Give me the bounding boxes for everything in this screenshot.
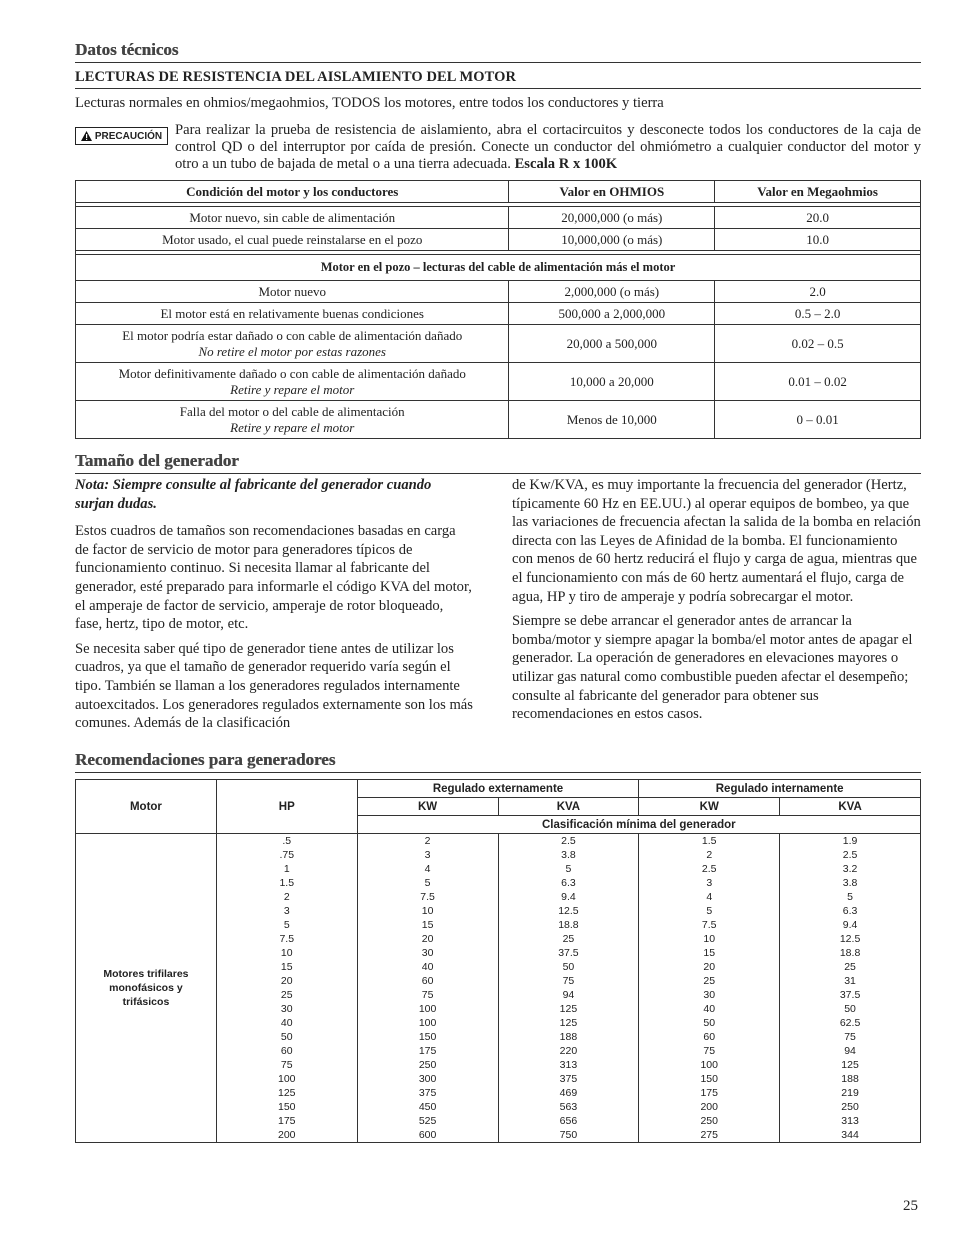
table-cell: 375 xyxy=(498,1072,639,1086)
table-cell: 50 xyxy=(498,960,639,974)
table-cell: 30 xyxy=(216,1002,357,1016)
table-cell: 1.5 xyxy=(216,876,357,890)
table-cell: 100 xyxy=(216,1072,357,1086)
table-cell: 10 xyxy=(639,932,780,946)
caution-badge xyxy=(75,127,168,145)
table-cell: 10 xyxy=(357,904,498,918)
header-kva: KVA xyxy=(780,798,921,816)
table-cell: 10,000 a 20,000 xyxy=(509,363,715,401)
well-section-header: Motor en el pozo – lecturas del cable de alimentación más el motor xyxy=(76,255,921,281)
table-cell: 20,000,000 (o más) xyxy=(509,207,715,229)
table-cell: 5 xyxy=(357,876,498,890)
table-cell: 2.0 xyxy=(715,281,921,303)
table-cell: 3.8 xyxy=(780,876,921,890)
table-cell: 175 xyxy=(216,1114,357,1128)
table-cell: Motor nuevo, sin cable de alimentación xyxy=(76,207,509,229)
table-cell: 125 xyxy=(780,1058,921,1072)
table-cell: 94 xyxy=(780,1044,921,1058)
insulation-heading: LECTURAS DE RESISTENCIA DEL AISLAMIENTO DEL MOTOR xyxy=(75,69,921,89)
table-cell: 175 xyxy=(639,1086,780,1100)
table-cell: 20,000 a 500,000 xyxy=(509,325,715,363)
table-cell: 313 xyxy=(780,1114,921,1128)
condition-text: Falla del motor o del cable de alimentación xyxy=(179,404,405,419)
table-cell: 0.02 – 0.5 xyxy=(715,325,921,363)
table-cell: 37.5 xyxy=(780,988,921,1002)
table-cell: .5 xyxy=(216,834,357,849)
header-external: Regulado externamente xyxy=(357,780,639,798)
table-cell: 60 xyxy=(639,1030,780,1044)
table-cell: 50 xyxy=(639,1016,780,1030)
insulation-table xyxy=(75,180,921,439)
insulation-intro: Lecturas normales en ohmios/megaohmios, TODOS los motores, entre todos los conductores y tierra xyxy=(75,95,664,111)
table-cell: Motor nuevo xyxy=(76,281,509,303)
table-cell: 300 xyxy=(357,1072,498,1086)
table-cell: 563 xyxy=(498,1100,639,1114)
motor-type-line: trifásicos xyxy=(122,996,170,1008)
table-cell: 100 xyxy=(639,1058,780,1072)
caution-text xyxy=(175,122,921,173)
table-cell: 188 xyxy=(498,1030,639,1044)
table-row xyxy=(76,363,921,401)
table-cell: .75 xyxy=(216,848,357,862)
table-cell: 20 xyxy=(639,960,780,974)
section-title-datos-tecnicos: Datos técnicos xyxy=(75,40,921,63)
table-cell: 5 xyxy=(639,904,780,918)
table-cell: 31 xyxy=(780,974,921,988)
table-cell: 375 xyxy=(357,1086,498,1100)
table-cell: 2,000,000 (o más) xyxy=(509,281,715,303)
table-cell: 40 xyxy=(357,960,498,974)
table-cell xyxy=(76,325,509,363)
generator-paragraph-4: Siempre se debe arrancar el generador antes de arrancar la bomba/motor y siempre apagar la bomba/el motor antes de apagar el generador. La operación de generadores en elevaciones mayores o utilizar gas natural como combustible pueden afectar el desempeño; consulte al fabricante del generador para obtener sus recomendaciones en estos casos. xyxy=(512,613,913,723)
table-cell: 250 xyxy=(639,1114,780,1128)
condition-text: El motor podría estar dañado o con cable de alimentación dañado xyxy=(122,328,463,343)
table-cell: 75 xyxy=(357,988,498,1002)
table-cell: 15 xyxy=(357,918,498,932)
table-cell xyxy=(76,401,509,439)
table-row xyxy=(76,834,921,849)
table-cell: 450 xyxy=(357,1100,498,1114)
header-min-rating: Clasificación mínima del generador xyxy=(357,816,920,834)
table-cell: 125 xyxy=(498,1002,639,1016)
table-cell: 5 xyxy=(780,890,921,904)
table-cell: 100 xyxy=(357,1002,498,1016)
table-cell: 75 xyxy=(780,1030,921,1044)
table-cell: 2.5 xyxy=(498,834,639,849)
table-cell: 344 xyxy=(780,1128,921,1143)
generator-note: Nota: Siempre consulte al fabricante del generador cuando surjan dudas. xyxy=(75,477,432,512)
warning-icon xyxy=(81,131,92,141)
condition-note: No retire el motor por estas razones xyxy=(198,344,386,359)
table-cell: 150 xyxy=(357,1030,498,1044)
table-cell: 1.9 xyxy=(780,834,921,849)
table-row xyxy=(76,281,921,303)
motor-type-line: Motores trifilares xyxy=(103,968,189,980)
table-cell: 7.5 xyxy=(216,932,357,946)
table-cell: 125 xyxy=(498,1016,639,1030)
table-cell: 2 xyxy=(216,890,357,904)
table-cell: 37.5 xyxy=(498,946,639,960)
table-cell: 656 xyxy=(498,1114,639,1128)
table-cell: 25 xyxy=(498,932,639,946)
table-cell: 3.8 xyxy=(498,848,639,862)
generator-right-column xyxy=(512,476,921,724)
table-cell: 2 xyxy=(639,848,780,862)
table-cell: 10,000,000 (o más) xyxy=(509,229,715,251)
caution-body: Para realizar la prueba de resistencia de aislamiento, abra el cortacircuitos y desconecte todos los conductores de la caja de control QD o del interruptor por caída de presión. Conecte un conductor del ohmiómetro a cualquier conductor del motor y otro a un tubo de bajada de metal o a una tierra adecuada. xyxy=(175,122,921,172)
table-cell: 100 xyxy=(357,1016,498,1030)
table-cell: 18.8 xyxy=(498,918,639,932)
table-cell: 94 xyxy=(498,988,639,1002)
table-cell: 25 xyxy=(639,974,780,988)
page-number: 25 xyxy=(903,1198,918,1214)
table-cell: 60 xyxy=(357,974,498,988)
table-cell: 3 xyxy=(357,848,498,862)
table-cell: Menos de 10,000 xyxy=(509,401,715,439)
table-cell: 40 xyxy=(216,1016,357,1030)
header-kw: KW xyxy=(639,798,780,816)
table-cell: 75 xyxy=(639,1044,780,1058)
table-row xyxy=(76,325,921,363)
table-cell: 7.5 xyxy=(357,890,498,904)
table-cell: 6.3 xyxy=(780,904,921,918)
table-cell: 5 xyxy=(498,862,639,876)
table-cell: 40 xyxy=(639,1002,780,1016)
table-cell: 188 xyxy=(780,1072,921,1086)
header-motor: Motor xyxy=(76,780,217,834)
table-cell: 500,000 a 2,000,000 xyxy=(509,303,715,325)
table-cell: 12.5 xyxy=(498,904,639,918)
section-title-tamano-generador: Tamaño del generador xyxy=(75,451,921,474)
table-cell: 4 xyxy=(639,890,780,904)
caution-scale: Escala R x 100K xyxy=(514,156,618,172)
table-row xyxy=(76,207,921,229)
condition-text: Motor definitivamente dañado o con cable de alimentación dañado xyxy=(118,366,466,381)
motor-type-cell xyxy=(76,834,217,1143)
table-cell: 1.5 xyxy=(639,834,780,849)
table-cell: 0.01 – 0.02 xyxy=(715,363,921,401)
generator-paragraph-3: de Kw/KVA, es muy importante la frecuencia del generador (Hertz, típicamente 60 Hz en EE.UU.) al operar equipos de bombeo, ya que las variaciones de frecuencia afectan la salida de la bomba en relación directa con las Leyes de Afinidad de la bomba. El funcionamiento con menos de 60 hertz reducirá el flujo y carga de agua, mientras que el funcionamiento con más de 60 hertz aumentará el flujo, carga de agua, HP y tiro de amperaje y podría sobrecargar el motor. xyxy=(512,477,921,605)
table-cell: 60 xyxy=(216,1044,357,1058)
table-cell: 313 xyxy=(498,1058,639,1072)
table-cell: 25 xyxy=(216,988,357,1002)
insulation-header-cell: Condición del motor y los conductores xyxy=(76,181,509,203)
table-cell: 15 xyxy=(639,946,780,960)
table-cell: 75 xyxy=(216,1058,357,1072)
header-internal: Regulado internamente xyxy=(639,780,921,798)
table-cell: 9.4 xyxy=(780,918,921,932)
table-row xyxy=(76,401,921,439)
condition-note: Retire y repare el motor xyxy=(230,420,355,435)
table-cell: 750 xyxy=(498,1128,639,1143)
motor-type-line: monofásicos y xyxy=(109,982,183,994)
table-cell: 525 xyxy=(357,1114,498,1128)
table-cell: 9.4 xyxy=(498,890,639,904)
insulation-header-cell: Valor en Megaohmios xyxy=(715,181,921,203)
table-cell: 20 xyxy=(357,932,498,946)
generator-left-column xyxy=(75,476,473,733)
generator-paragraph-2: Se necesita saber qué tipo de generador tiene antes de utilizar los cuadros, ya que el tamaño de generador requerido varía según el tipo. También se llaman a los generadores regulados internamente autoexcitados. Los generadores regulados externamente son los más comunes. Además de la clasificación xyxy=(75,640,473,732)
table-cell: 250 xyxy=(357,1058,498,1072)
caution-label: PRECAUCIÓN xyxy=(94,130,163,142)
table-cell: 25 xyxy=(780,960,921,974)
table-cell: El motor está en relativamente buenas condiciones xyxy=(76,303,509,325)
table-cell: 30 xyxy=(357,946,498,960)
table-row xyxy=(76,229,921,251)
table-cell: 600 xyxy=(357,1128,498,1143)
table-cell: Motor usado, el cual puede reinstalarse en el pozo xyxy=(76,229,509,251)
header-kva: KVA xyxy=(498,798,639,816)
table-cell: 3 xyxy=(216,904,357,918)
table-cell: 219 xyxy=(780,1086,921,1100)
table-cell: 3 xyxy=(639,876,780,890)
table-cell: 10.0 xyxy=(715,229,921,251)
table-cell: 275 xyxy=(639,1128,780,1143)
header-hp: HP xyxy=(216,780,357,834)
header-kw: KW xyxy=(357,798,498,816)
table-cell: 20.0 xyxy=(715,207,921,229)
table-cell: 3.2 xyxy=(780,862,921,876)
table-cell: 1 xyxy=(216,862,357,876)
table-cell: 200 xyxy=(639,1100,780,1114)
table-cell: 7.5 xyxy=(639,918,780,932)
table-cell: 250 xyxy=(780,1100,921,1114)
table-cell: 125 xyxy=(216,1086,357,1100)
table-cell: 150 xyxy=(216,1100,357,1114)
table-cell: 0 – 0.01 xyxy=(715,401,921,439)
generator-table xyxy=(75,779,921,1143)
table-cell: 18.8 xyxy=(780,946,921,960)
table-cell: 4 xyxy=(357,862,498,876)
table-cell: 30 xyxy=(639,988,780,1002)
table-cell: 0.5 – 2.0 xyxy=(715,303,921,325)
table-cell: 2 xyxy=(357,834,498,849)
table-cell: 50 xyxy=(780,1002,921,1016)
table-cell: 2.5 xyxy=(639,862,780,876)
table-cell: 469 xyxy=(498,1086,639,1100)
table-cell: 220 xyxy=(498,1044,639,1058)
table-cell: 5 xyxy=(216,918,357,932)
section-title-recomendaciones: Recomendaciones para generadores xyxy=(75,750,921,773)
table-cell: 12.5 xyxy=(780,932,921,946)
table-cell: 20 xyxy=(216,974,357,988)
table-cell: 50 xyxy=(216,1030,357,1044)
table-cell: 175 xyxy=(357,1044,498,1058)
table-cell: 200 xyxy=(216,1128,357,1143)
table-cell: 75 xyxy=(498,974,639,988)
table-cell: 62.5 xyxy=(780,1016,921,1030)
generator-paragraph-1: Estos cuadros de tamaños son recomendaciones basadas en carga de factor de servicio de motor para generadores típicos de funcionamiento continuo. Si necesita llamar al fabricante del generador, esté preparado para informarle el código KVA del motor, el amperaje de factor de servicio, amperaje de rotor bloqueado, fase, hertz, tipo de motor, etc. xyxy=(75,523,472,633)
insulation-header-cell: Valor en OHMIOS xyxy=(509,181,715,203)
condition-note: Retire y repare el motor xyxy=(230,382,355,397)
table-cell xyxy=(76,363,509,401)
table-cell: 15 xyxy=(216,960,357,974)
table-cell: 2.5 xyxy=(780,848,921,862)
table-cell: 6.3 xyxy=(498,876,639,890)
table-cell: 150 xyxy=(639,1072,780,1086)
table-cell: 10 xyxy=(216,946,357,960)
table-row xyxy=(76,303,921,325)
